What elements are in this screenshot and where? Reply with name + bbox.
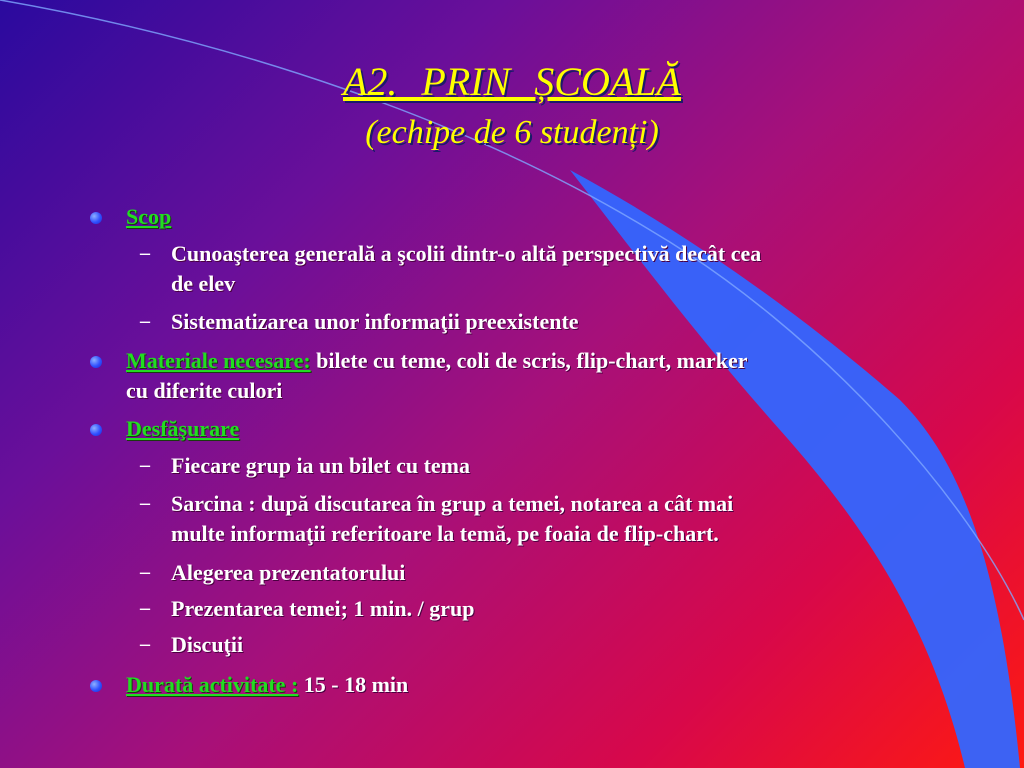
- scop-sub1-cont: de elev: [171, 271, 236, 296]
- materiale-text-cont: cu diferite culori: [126, 378, 283, 403]
- durata-line: [126, 671, 946, 699]
- title-line-1: A2. PRIN ȘCOALĂ: [343, 59, 681, 104]
- dash-icon: –: [140, 492, 150, 514]
- bullet-icon: [90, 680, 102, 692]
- desfasurare-sub5: Discuţii: [171, 632, 244, 657]
- desfasurare-sub2: Sarcina : după discutarea în grup a temei, notarea a cât mai: [171, 491, 734, 516]
- dash-icon: –: [140, 561, 150, 583]
- desfasurare-sub2-cont: multe informaţii referitoare la temă, pe foaia de flip-chart.: [171, 521, 719, 546]
- scop-sub1: Cunoaşterea generală a şcolii dintr-o altă perspectivă decât cea: [171, 241, 762, 266]
- dash-icon: –: [140, 633, 150, 655]
- desfasurare-sub1: Fiecare grup ia un bilet cu tema: [171, 453, 470, 478]
- bullet-icon: [90, 212, 102, 224]
- materiale-heading: Materiale necesare:: [126, 348, 311, 373]
- durata-value: 15 - 18 min: [298, 672, 409, 697]
- dash-icon: –: [140, 597, 150, 619]
- dash-icon: –: [140, 454, 150, 476]
- scop-sub2: Sistematizarea unor informaţii preexistente: [171, 309, 579, 334]
- desfasurare-sub3: Alegerea prezentatorului: [171, 560, 406, 585]
- bullet-icon: [90, 424, 102, 436]
- dash-icon: –: [140, 242, 150, 264]
- bullet-icon: [90, 356, 102, 368]
- materiale-text: bilete cu teme, coli de scris, flip-chart, marker: [310, 348, 748, 373]
- desfasurare-heading: Desfăşurare: [126, 416, 240, 441]
- dash-icon: –: [140, 310, 150, 332]
- scop-heading: Scop: [126, 204, 172, 229]
- materiale-line: [126, 347, 946, 375]
- title-line-2: (echipe de 6 studenți): [365, 114, 659, 151]
- desfasurare-sub4: Prezentarea temei; 1 min. / grup: [171, 596, 475, 621]
- durata-heading: Durată activitate :: [126, 672, 299, 697]
